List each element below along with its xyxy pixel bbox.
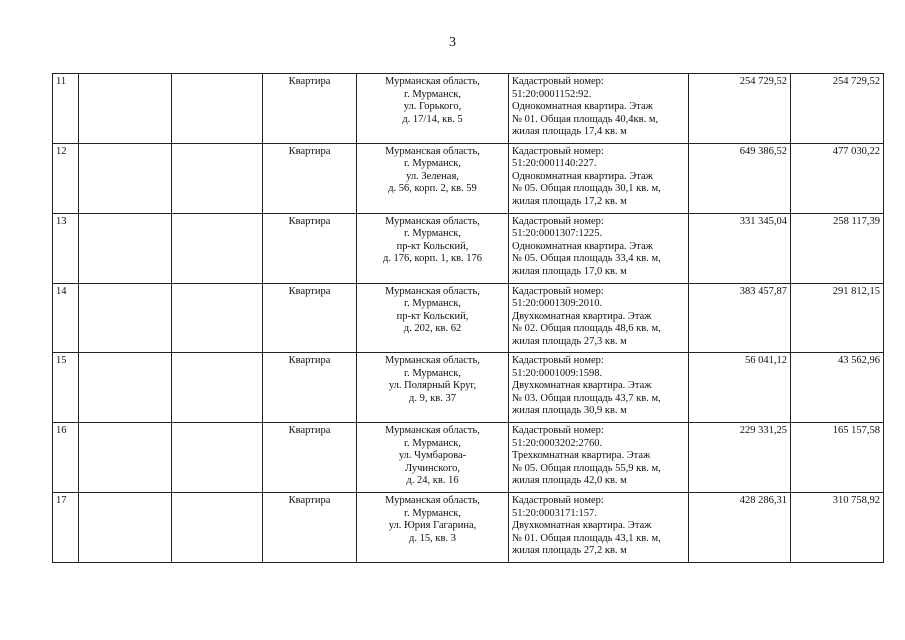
address-line: ул. Юрия Гагарина, [388, 520, 477, 532]
address-line: ул. Горького, [403, 101, 462, 112]
description-line: Кадастровый номер: [512, 215, 604, 227]
address-line: Мурманская область, [385, 76, 480, 87]
description-line: № 01. Общая площадь 40,4кв. м, [512, 113, 659, 125]
empty-cell [79, 143, 172, 213]
description-line: 51:20:0001140:227. [512, 158, 597, 170]
description-line: Кадастровый номер: [512, 425, 604, 437]
table-row [53, 143, 884, 213]
empty-cell [172, 423, 263, 493]
address-line: г. Мурманск, [403, 437, 462, 449]
description-line: № 01. Общая площадь 43,1 кв. м, [512, 532, 661, 544]
description-line: Кадастровый номер: [512, 495, 604, 507]
row-number-cell: 17 [53, 493, 79, 563]
description-line: Двухкомнатная квартира. Этаж [512, 520, 652, 532]
empty-cell [172, 283, 263, 353]
empty-cell [172, 493, 263, 563]
description-line: Двухкомнатная квартира. Этаж [512, 310, 652, 322]
description-line: 51:20:0001307:1225. [512, 228, 603, 240]
description-line: Однокомнатная квартира. Этаж [512, 240, 653, 252]
description-line: 51:20:0003202:2760. [512, 437, 603, 449]
address-line: г. Мурманск, [403, 228, 462, 240]
value-cell-2: 291 812,15 [791, 283, 884, 353]
description-line: № 05. Общая площадь 33,4 кв. м, [512, 253, 661, 265]
address-line: д. 9, кв. 37 [409, 392, 456, 404]
description-cell [509, 143, 689, 213]
description-line: 51:20:0001009:1598. [512, 367, 603, 379]
description-line: Кадастровый номер: [512, 145, 604, 157]
address-cell [357, 213, 509, 283]
description-line: 51:20:0003171:157. [512, 507, 597, 519]
value-cell-1: 229 331,25 [689, 423, 791, 493]
address-line: Мурманская область, [385, 285, 480, 297]
value-cell-1: 428 286,31 [689, 493, 791, 563]
description-line: жилая площадь 17,0 кв. м [512, 265, 627, 277]
description-cell [509, 283, 689, 353]
value-cell-2: 43 562,96 [791, 353, 884, 423]
address-line: г. Мурманск, [403, 158, 462, 170]
description-line: Однокомнатная квартира. Этаж [512, 101, 653, 112]
empty-cell [172, 213, 263, 283]
description-cell [509, 353, 689, 423]
empty-cell [172, 74, 263, 144]
property-type-cell: Квартира [263, 283, 357, 353]
value-cell-1: 331 345,04 [689, 213, 791, 283]
address-line: ул. Чумбарова- [398, 450, 467, 462]
description-line: 51:20:0001309:2010. [512, 298, 603, 310]
table-body [53, 74, 884, 563]
description-cell [509, 423, 689, 493]
row-number-cell: 14 [53, 283, 79, 353]
value-cell-2: 165 157,58 [791, 423, 884, 493]
address-line: пр-кт Кольский, [396, 310, 469, 322]
description-line: Однокомнатная квартира. Этаж [512, 170, 653, 182]
empty-cell [79, 353, 172, 423]
address-line: г. Мурманск, [403, 367, 462, 379]
property-type-cell: Квартира [263, 493, 357, 563]
address-line: Мурманская область, [385, 495, 480, 507]
description-line: 51:20:0001152:92. [512, 88, 592, 100]
description-line: № 03. Общая площадь 43,7 кв. м, [512, 392, 661, 404]
row-number-cell: 12 [53, 143, 79, 213]
address-cell [357, 423, 509, 493]
value-cell-2: 258 117,39 [791, 213, 884, 283]
address-line: г. Мурманск, [403, 507, 462, 519]
property-type-cell: Квартира [263, 213, 357, 283]
description-cell [509, 493, 689, 563]
empty-cell [79, 423, 172, 493]
row-number-cell: 11 [53, 74, 79, 144]
description-line: жилая площадь 42,0 кв. м [512, 475, 627, 487]
property-type-cell: Квартира [263, 74, 357, 144]
address-cell [357, 493, 509, 563]
description-line: Кадастровый номер: [512, 355, 604, 367]
empty-cell [172, 353, 263, 423]
table-row [53, 423, 884, 493]
description-line: жилая площадь 27,2 кв. м [512, 545, 627, 557]
table-row [53, 213, 884, 283]
empty-cell [79, 283, 172, 353]
address-line: Мурманская область, [385, 215, 480, 227]
table-row [53, 493, 884, 563]
address-line: д. 17/14, кв. 5 [402, 113, 463, 125]
row-number-cell: 15 [53, 353, 79, 423]
property-table [52, 73, 884, 563]
address-line: д. 56, корп. 2, кв. 59 [388, 183, 477, 195]
value-cell-2: 310 758,92 [791, 493, 884, 563]
description-line: жилая площадь 17,2 кв. м [512, 195, 627, 207]
address-line: г. Мурманск, [403, 88, 462, 100]
value-cell-2: 254 729,52 [791, 74, 884, 144]
description-line: № 05. Общая площадь 55,9 кв. м, [512, 462, 661, 474]
description-line: Двухкомнатная квартира. Этаж [512, 380, 652, 392]
address-cell [357, 353, 509, 423]
address-cell [357, 283, 509, 353]
address-line: пр-кт Кольский, [396, 240, 469, 252]
property-type-cell: Квартира [263, 143, 357, 213]
description-cell [509, 74, 689, 144]
empty-cell [79, 213, 172, 283]
address-line: Лучинского, [404, 462, 461, 474]
table-row [53, 353, 884, 423]
description-line: Кадастровый номер: [512, 285, 604, 297]
description-line: Трехкомнатная квартира. Этаж [512, 450, 651, 462]
description-line: жилая площадь 30,9 кв. м [512, 405, 627, 417]
description-line: Кадастровый номер: [512, 76, 604, 87]
empty-cell [79, 493, 172, 563]
value-cell-1: 383 457,87 [689, 283, 791, 353]
property-type-cell: Квартира [263, 353, 357, 423]
empty-cell [79, 74, 172, 144]
row-number-cell: 13 [53, 213, 79, 283]
description-line: жилая площадь 27,3 кв. м [512, 335, 627, 347]
table-row [53, 74, 884, 144]
address-line: д. 24, кв. 16 [406, 475, 459, 487]
description-line: № 02. Общая площадь 48,6 кв. м, [512, 323, 661, 335]
address-line: ул. Зеленая, [406, 170, 459, 182]
address-cell [357, 74, 509, 144]
address-line: Мурманская область, [385, 355, 480, 367]
value-cell-1: 254 729,52 [689, 74, 791, 144]
value-cell-1: 56 041,12 [689, 353, 791, 423]
empty-cell [172, 143, 263, 213]
address-line: Мурманская область, [385, 145, 480, 157]
description-cell [509, 213, 689, 283]
address-line: д. 202, кв. 62 [403, 323, 462, 335]
table-row [53, 283, 884, 353]
value-cell-2: 477 030,22 [791, 143, 884, 213]
description-line: № 05. Общая площадь 30,1 кв. м, [512, 183, 661, 195]
row-number-cell: 16 [53, 423, 79, 493]
address-line: д. 176, корп. 1, кв. 176 [382, 253, 483, 265]
address-line: д. 15, кв. 3 [409, 532, 456, 544]
address-cell [357, 143, 509, 213]
address-line: ул. Полярный Круг, [388, 380, 477, 392]
description-line: жилая площадь 17,4 кв. м [512, 126, 627, 137]
property-type-cell: Квартира [263, 423, 357, 493]
value-cell-1: 649 386,52 [689, 143, 791, 213]
page-number: 3 [449, 35, 456, 50]
address-line: г. Мурманск, [403, 298, 462, 310]
address-line: Мурманская область, [385, 425, 480, 437]
